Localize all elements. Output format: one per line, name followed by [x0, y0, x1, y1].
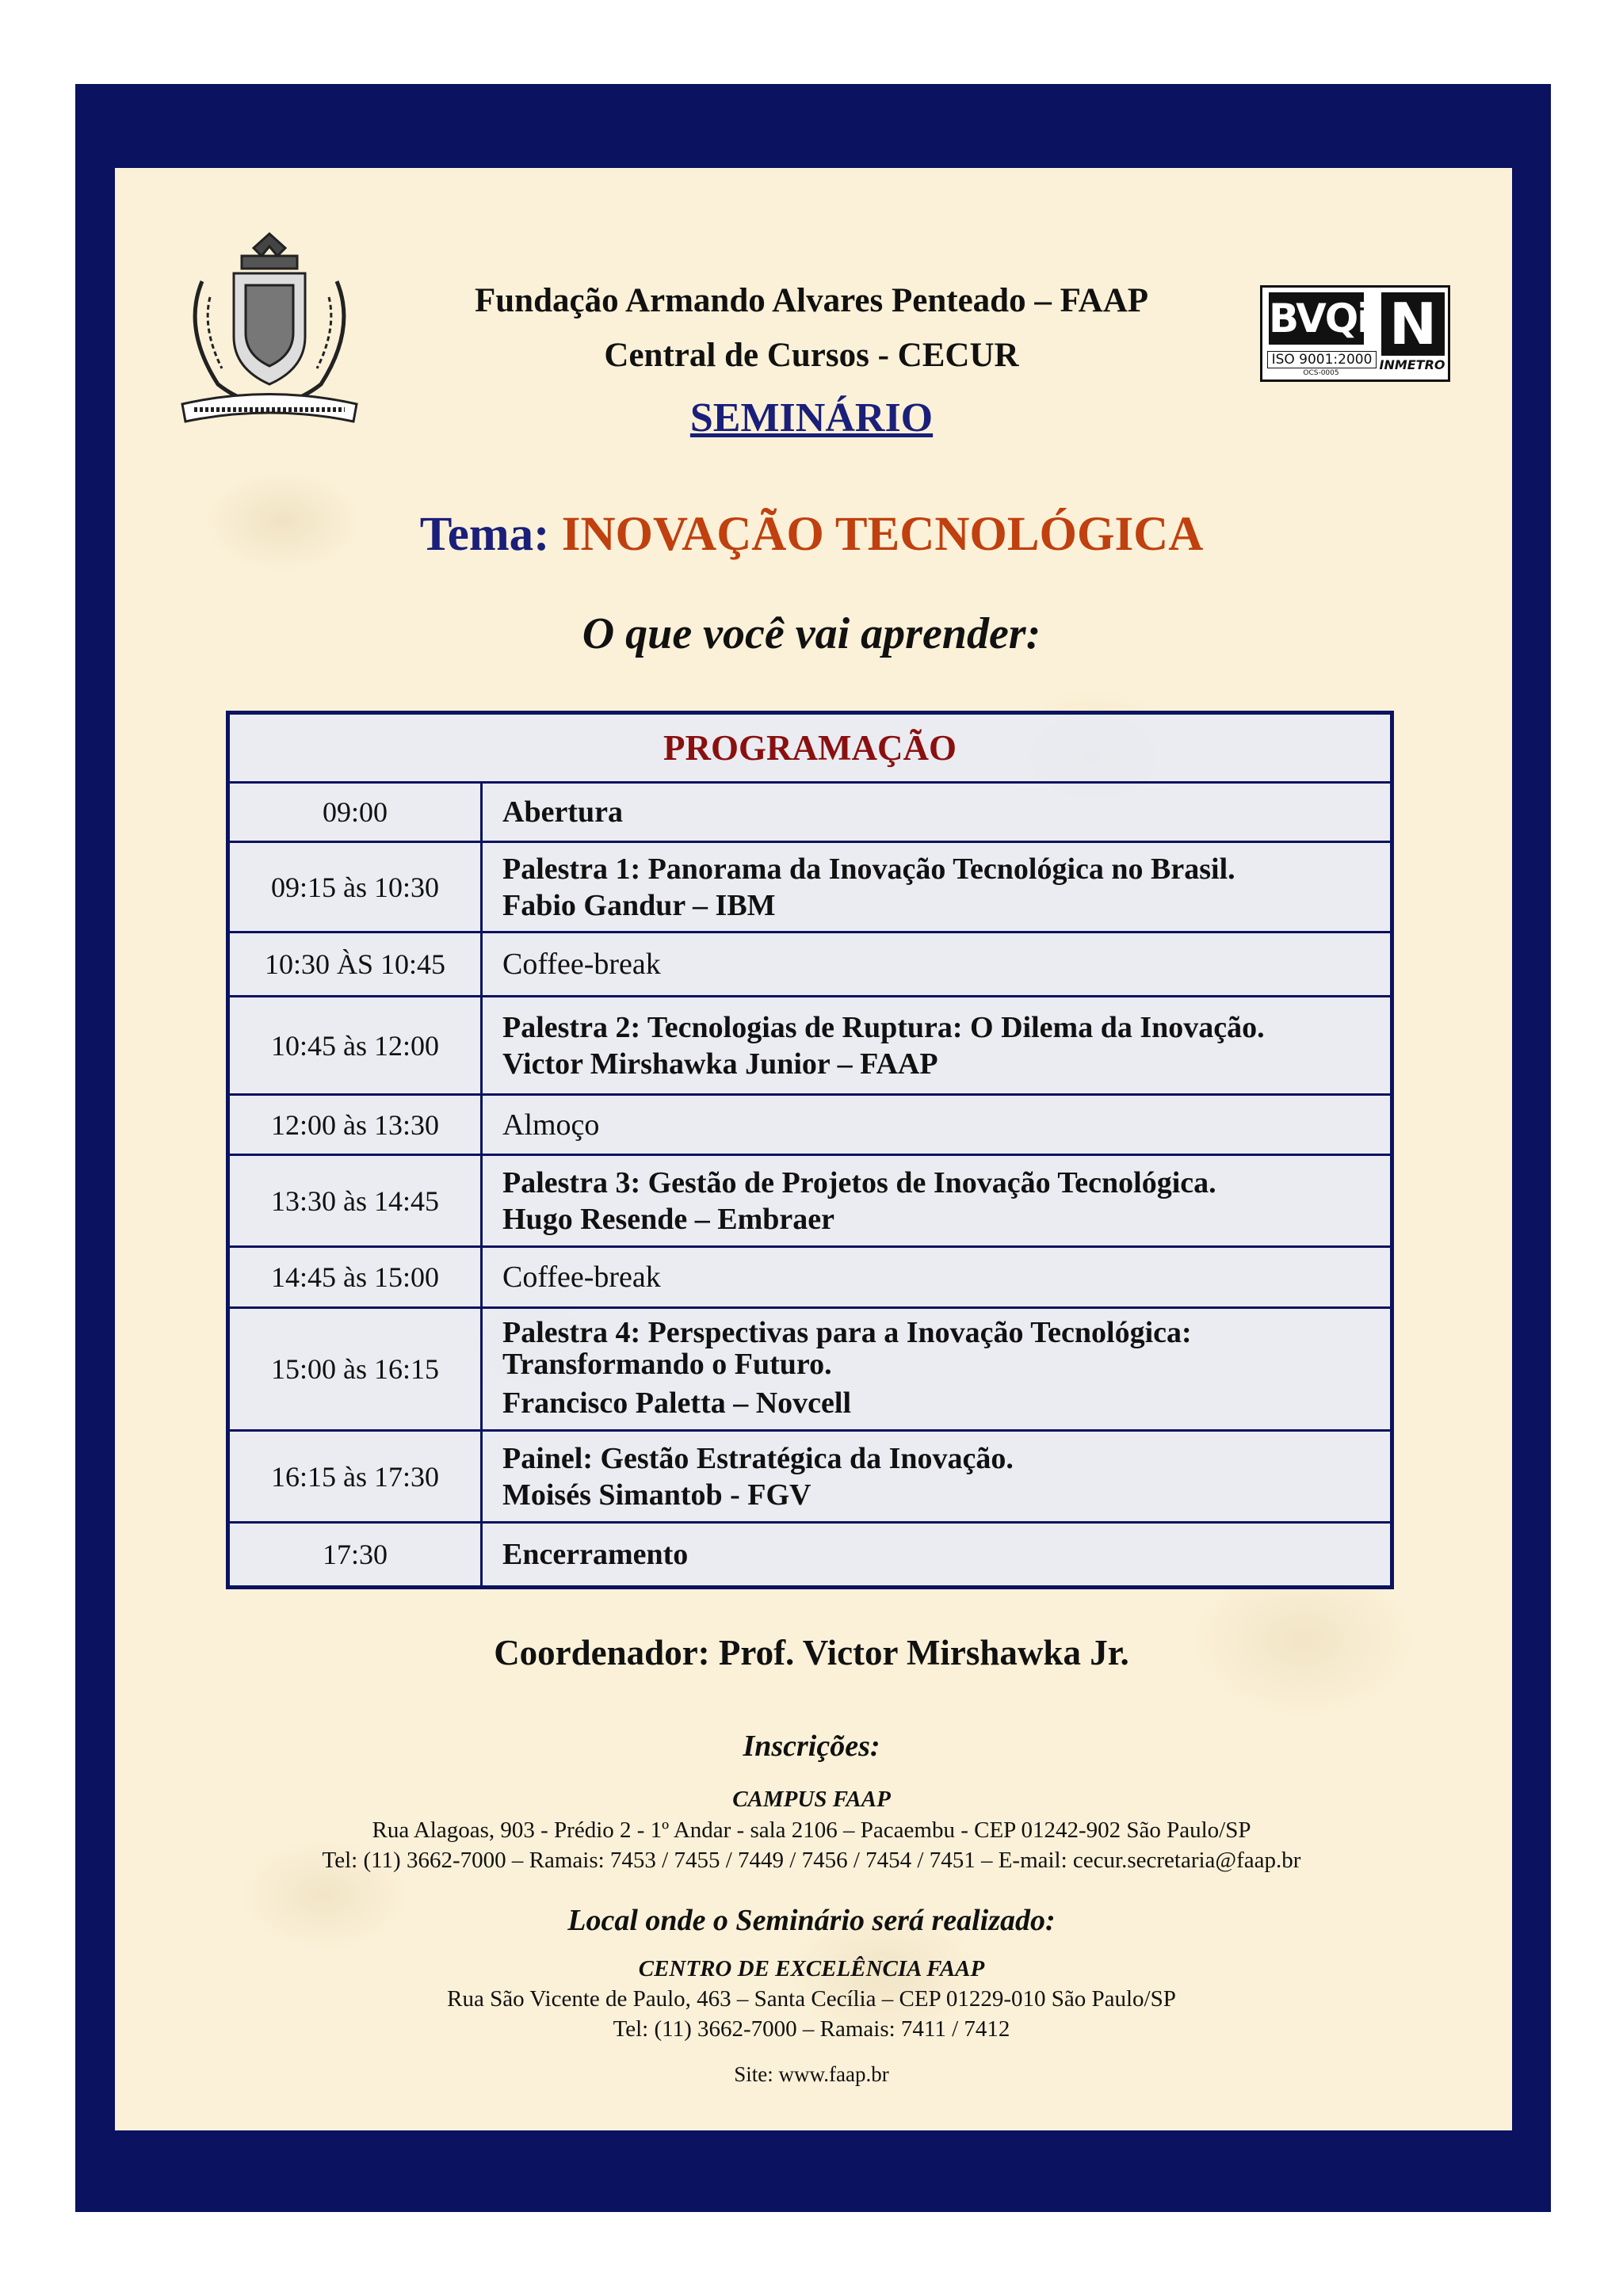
activity-line: Transformando o Futuro.: [502, 1348, 832, 1381]
venue-address: Rua São Vicente de Paulo, 463 – Santa Cecília – CEP 01229-010 São Paulo/SP: [447, 1986, 1176, 2012]
activity-line: Palestra 3: Gestão de Projetos de Inovação Tecnológica.: [502, 1165, 1216, 1199]
program-time: 14:45 às 15:00: [230, 1248, 483, 1306]
iso-label: ISO 9001:2000: [1267, 351, 1377, 368]
program-row: [230, 1156, 1390, 1248]
program-time: 16:15 às 17:30: [230, 1432, 483, 1521]
program-row: [230, 843, 1390, 933]
program-activity: [483, 1309, 1390, 1429]
bvqi-logo: BVQi: [1269, 292, 1364, 345]
venue-heading: Local onde o Seminário será realizado:: [567, 1904, 1056, 1937]
program-time: 10:45 às 12:00: [230, 997, 483, 1093]
program-time: 17:30: [230, 1524, 483, 1585]
activity-line: Abertura: [502, 795, 623, 829]
activity-line: Almoço: [502, 1108, 600, 1142]
program-activity: [483, 997, 1390, 1093]
program-title: PROGRAMAÇÃO: [230, 715, 1390, 784]
program-row: [230, 933, 1390, 997]
department-name: Central de Cursos - CECUR: [604, 337, 1019, 374]
activity-speaker: Fabio Gandur – IBM: [502, 888, 776, 922]
program-activity: [483, 933, 1390, 995]
program-time: 09:15 às 10:30: [230, 843, 483, 931]
activity-line: Coffee-break: [502, 948, 661, 981]
program-activity: [483, 1524, 1390, 1585]
program-activity: [483, 1432, 1390, 1521]
program-row: [230, 1432, 1390, 1524]
activity-speaker: Francisco Paletta – Novcell: [502, 1386, 852, 1420]
program-activity: [483, 843, 1390, 931]
learn-subtitle: O que você vai aprender:: [582, 609, 1041, 658]
activity-line: Painel: Gestão Estratégica da Inovação.: [502, 1441, 1014, 1475]
program-time: 10:30 ÀS 10:45: [230, 933, 483, 995]
program-activity: [483, 1248, 1390, 1306]
venue-place: CENTRO DE EXCELÊNCIA FAAP: [638, 1956, 985, 1981]
venue-contact: Tel: (11) 3662-7000 – Ramais: 7411 / 7412: [613, 2016, 1010, 2042]
program-time: 09:00: [230, 784, 483, 841]
program-row: [230, 1248, 1390, 1309]
program-row: [230, 1096, 1390, 1156]
program-activity: [483, 1156, 1390, 1245]
activity-line: Encerramento: [502, 1538, 689, 1571]
program-row: [230, 1524, 1390, 1585]
activity-speaker: Moisés Simantob - FGV: [502, 1478, 812, 1512]
registration-place: CAMPUS FAAP: [732, 1787, 891, 1812]
inmetro-n-logo: N: [1381, 292, 1445, 356]
program-activity: [483, 1096, 1390, 1154]
activity-speaker: Hugo Resende – Embraer: [502, 1202, 835, 1236]
program-time: 13:30 às 14:45: [230, 1156, 483, 1245]
program-row: [230, 784, 1390, 843]
activity-line: Palestra 1: Panorama da Inovação Tecnológica no Brasil.: [502, 852, 1235, 886]
event-type-heading: SEMINÁRIO: [689, 395, 934, 441]
activity-speaker: Victor Mirshawka Junior – FAAP: [502, 1047, 938, 1081]
activity-line: Coffee-break: [502, 1261, 661, 1294]
theme-value: INOVAÇÃO TECNOLÓGICA: [561, 508, 1204, 561]
theme-heading: [0, 507, 1623, 563]
registration-address: Rua Alagoas, 903 - Prédio 2 - 1º Andar - sala 2106 – Pacaembu - CEP 01242-902 São Paulo/SP: [372, 1817, 1251, 1843]
activity-line: Palestra 2: Tecnologias de Ruptura: O Dilema da Inovação.: [502, 1010, 1265, 1044]
activity-line: Palestra 4: Perspectivas para a Inovação Tecnológica:: [502, 1316, 1192, 1349]
program-time: 15:00 às 16:15: [230, 1309, 483, 1429]
program-table: [226, 711, 1394, 1589]
iso-sub-label: OCS-0005: [1303, 369, 1339, 377]
inmetro-label: INMETRO: [1379, 357, 1445, 372]
venue-site: Site: www.faap.br: [734, 2062, 889, 2086]
coordinator: Coordenador: Prof. Victor Mirshawka Jr.: [494, 1633, 1129, 1672]
organization-name: Fundação Armando Alvares Penteado – FAAP: [474, 282, 1149, 319]
theme-label: Tema:: [419, 508, 550, 561]
program-row: [230, 1309, 1390, 1432]
program-row: [230, 997, 1390, 1096]
program-activity: [483, 784, 1390, 841]
program-time: 12:00 às 13:30: [230, 1096, 483, 1154]
registration-contact: Tel: (11) 3662-7000 – Ramais: 7453 / 7455 / 7449 / 7456 / 7454 / 7451 – E-mail: cecur.secretaria@faap.br: [322, 1848, 1301, 1873]
registration-heading: Inscrições:: [743, 1730, 880, 1763]
